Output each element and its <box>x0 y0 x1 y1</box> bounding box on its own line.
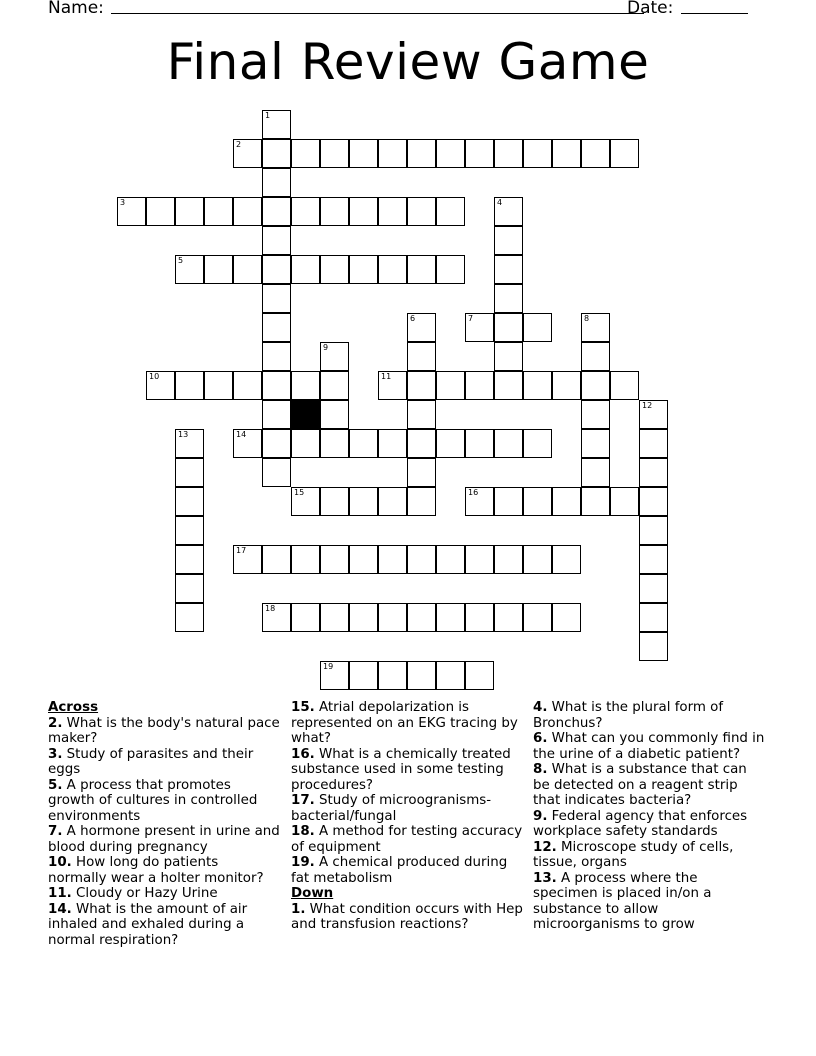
clue-across-7 <box>48 824 280 855</box>
grid-cell[interactable] <box>378 487 407 516</box>
clue-number: 6. <box>533 731 548 746</box>
clue-number-label: 15 <box>294 488 305 497</box>
grid-cell[interactable] <box>262 458 291 487</box>
grid-cell[interactable] <box>436 429 465 458</box>
grid-cell[interactable] <box>378 255 407 284</box>
grid-cell[interactable] <box>320 545 349 574</box>
clue-number-label: 8 <box>584 314 590 323</box>
clue-number: 14. <box>48 901 72 917</box>
grid-cell[interactable] <box>378 371 407 400</box>
clue-text: Study of microogranisms-bacterial/fungal <box>291 793 492 824</box>
grid-cell[interactable] <box>291 197 320 226</box>
grid-cell[interactable] <box>378 545 407 574</box>
across-heading: Across <box>48 700 99 715</box>
clue-text: A process that promotes growth of cultures in controlled environments <box>48 777 258 824</box>
grid-cell[interactable] <box>523 545 552 574</box>
clue-number: 9. <box>533 808 548 824</box>
grid-cell[interactable] <box>639 516 668 545</box>
grid-cell[interactable] <box>494 139 523 168</box>
grid-cell[interactable] <box>320 661 349 690</box>
grid-cell[interactable] <box>262 545 291 574</box>
blocked-cell <box>291 400 320 429</box>
grid-cell[interactable] <box>407 661 436 690</box>
clue-number-label: 17 <box>236 546 247 555</box>
grid-cell[interactable] <box>465 139 494 168</box>
clue-number: 11. <box>48 886 72 901</box>
clue-number-label: 11 <box>381 372 392 381</box>
grid-cell[interactable] <box>291 139 320 168</box>
grid-cell[interactable] <box>465 487 494 516</box>
clue-number: 15. <box>291 700 315 715</box>
grid-cell[interactable] <box>233 429 262 458</box>
clue-text: What is the body's natural pace maker? <box>48 715 280 746</box>
grid-cell[interactable] <box>175 603 204 632</box>
clue-across-19 <box>291 855 523 886</box>
grid-cell[interactable] <box>320 139 349 168</box>
clue-text: What is a substance that can be detected on a reagent strip that indicates bacteria? <box>533 762 747 808</box>
grid-cell[interactable] <box>349 197 378 226</box>
clue-text: Federal agency that enforces workplace safety standards <box>533 808 748 839</box>
grid-cell[interactable] <box>378 661 407 690</box>
clue-number-label: 10 <box>149 372 160 381</box>
grid-cell[interactable] <box>349 429 378 458</box>
grid-cell[interactable] <box>175 255 204 284</box>
grid-cell[interactable] <box>349 487 378 516</box>
clue-across-14 <box>48 902 280 949</box>
grid-cell[interactable] <box>146 371 175 400</box>
grid-cell[interactable] <box>378 139 407 168</box>
grid-cell[interactable] <box>349 603 378 632</box>
clue-number: 7. <box>48 824 63 839</box>
grid-cell[interactable] <box>407 371 436 400</box>
grid-cell[interactable] <box>465 313 494 342</box>
grid-cell[interactable] <box>407 400 436 429</box>
grid-cell[interactable] <box>233 255 262 284</box>
clue-across-3 <box>48 747 280 778</box>
clue-text: What is the plural form of Bronchus? <box>533 700 724 731</box>
clue-number-label: 16 <box>468 488 479 497</box>
grid-cell[interactable] <box>523 603 552 632</box>
clue-number-label: 6 <box>410 314 416 323</box>
clue-across-5 <box>48 778 280 825</box>
clue-text: Atrial depolarization is represented on an EKG tracing by what? <box>291 700 518 746</box>
grid-cell[interactable] <box>436 603 465 632</box>
clue-number: 8. <box>533 762 548 777</box>
grid-cell[interactable] <box>262 371 291 400</box>
grid-cell[interactable] <box>262 226 291 255</box>
clue-down-6 <box>533 731 765 762</box>
grid-cell[interactable] <box>175 545 204 574</box>
clue-across-18 <box>291 824 523 855</box>
clue-text: A chemical produced during fat metabolism <box>291 855 508 886</box>
grid-cell[interactable] <box>610 139 639 168</box>
clue-number-label: 18 <box>265 604 276 613</box>
name-label: Name: <box>48 0 104 18</box>
grid-cell[interactable] <box>175 458 204 487</box>
grid-cell[interactable] <box>378 603 407 632</box>
grid-cell[interactable] <box>639 574 668 603</box>
clue-across-11 <box>48 886 280 902</box>
clue-down-9 <box>533 809 765 840</box>
clue-text: A process where the specimen is placed in/on a substance to allow microorganisms to grow <box>533 870 712 932</box>
grid-cell[interactable] <box>407 429 436 458</box>
grid-cell[interactable] <box>494 226 523 255</box>
grid-cell[interactable] <box>175 574 204 603</box>
grid-cell[interactable] <box>320 603 349 632</box>
clue-number: 4. <box>533 700 548 715</box>
clues-column-3 <box>533 700 765 933</box>
grid-cell[interactable] <box>320 400 349 429</box>
clue-number-label: 9 <box>323 343 329 352</box>
grid-cell[interactable] <box>552 371 581 400</box>
clue-down-8 <box>533 762 765 809</box>
clue-number: 13. <box>533 870 557 886</box>
grid-cell[interactable] <box>233 545 262 574</box>
grid-cell[interactable] <box>494 255 523 284</box>
clue-down-4 <box>533 700 765 731</box>
grid-cell[interactable] <box>233 197 262 226</box>
grid-cell[interactable] <box>494 487 523 516</box>
grid-cell[interactable] <box>465 603 494 632</box>
grid-cell[interactable] <box>494 371 523 400</box>
grid-cell[interactable] <box>639 400 668 429</box>
grid-cell[interactable] <box>639 487 668 516</box>
clue-number: 2. <box>48 715 63 731</box>
clue-number-label: 3 <box>120 198 126 207</box>
grid-cell[interactable] <box>291 255 320 284</box>
grid-cell[interactable] <box>465 371 494 400</box>
date-label: Date: <box>627 0 674 18</box>
clue-text: A method for testing accuracy of equipment <box>291 824 523 855</box>
clue-number: 3. <box>48 746 63 762</box>
grid-cell[interactable] <box>175 429 204 458</box>
grid-cell[interactable] <box>465 429 494 458</box>
grid-cell[interactable] <box>436 197 465 226</box>
grid-cell[interactable] <box>523 139 552 168</box>
grid-cell[interactable] <box>233 371 262 400</box>
grid-cell[interactable] <box>494 545 523 574</box>
clue-number: 18. <box>291 824 315 839</box>
grid-cell[interactable] <box>175 487 204 516</box>
clue-text: What is the amount of air inhaled and exhaled during a normal respiration? <box>48 901 248 948</box>
grid-cell[interactable] <box>639 429 668 458</box>
clue-number-label: 14 <box>236 430 247 439</box>
grid-cell[interactable] <box>523 313 552 342</box>
grid-cell[interactable] <box>465 661 494 690</box>
grid-cell[interactable] <box>349 545 378 574</box>
grid-cell[interactable] <box>639 603 668 632</box>
clue-text: What condition occurs with Hep and transfusion reactions? <box>291 901 523 932</box>
clue-number-label: 12 <box>642 401 653 410</box>
grid-cell[interactable] <box>465 545 494 574</box>
grid-cell[interactable] <box>262 197 291 226</box>
clue-down-12 <box>533 840 765 871</box>
grid-cell[interactable] <box>407 545 436 574</box>
clue-text: A hormone present in urine and blood during pregnancy <box>48 824 280 855</box>
grid-cell[interactable] <box>407 197 436 226</box>
grid-cell[interactable] <box>436 255 465 284</box>
clue-text: Study of parasites and their eggs <box>48 746 254 777</box>
grid-cell[interactable] <box>175 516 204 545</box>
clue-across-10 <box>48 855 280 886</box>
grid-cell[interactable] <box>494 197 523 226</box>
clue-across-15 <box>291 700 523 747</box>
clue-number-label: 2 <box>236 140 242 149</box>
grid-cell[interactable] <box>349 139 378 168</box>
grid-cell[interactable] <box>204 197 233 226</box>
grid-cell[interactable] <box>146 197 175 226</box>
grid-cell[interactable] <box>407 487 436 516</box>
grid-cell[interactable] <box>291 487 320 516</box>
grid-cell[interactable] <box>320 429 349 458</box>
grid-cell[interactable] <box>436 139 465 168</box>
grid-cell[interactable] <box>378 197 407 226</box>
clue-text: What is a chemically treated substance used in some testing procedures? <box>291 746 511 793</box>
clue-down-1 <box>291 902 523 933</box>
grid-cell[interactable] <box>175 197 204 226</box>
grid-cell[interactable] <box>204 371 233 400</box>
grid-cell[interactable] <box>262 429 291 458</box>
clue-text: Cloudy or Hazy Urine <box>76 886 218 901</box>
clue-number: 16. <box>291 746 315 762</box>
grid-cell[interactable] <box>175 371 204 400</box>
clue-number: 10. <box>48 855 72 870</box>
clue-across-2 <box>48 716 280 747</box>
grid-cell[interactable] <box>320 197 349 226</box>
grid-cell[interactable] <box>117 197 146 226</box>
grid-cell[interactable] <box>436 371 465 400</box>
grid-cell[interactable] <box>581 458 610 487</box>
down-heading: Down <box>291 886 334 901</box>
clue-number-label: 13 <box>178 430 189 439</box>
grid-cell[interactable] <box>581 487 610 516</box>
clue-number-label: 1 <box>265 111 271 120</box>
page-title: Final Review Game <box>166 33 650 91</box>
grid-cell[interactable] <box>262 400 291 429</box>
clue-number: 12. <box>533 839 557 855</box>
grid-cell[interactable] <box>320 371 349 400</box>
grid-cell[interactable] <box>407 255 436 284</box>
grid-cell[interactable] <box>291 545 320 574</box>
clues-column-1 <box>48 700 280 948</box>
grid-cell[interactable] <box>639 632 668 661</box>
grid-cell[interactable] <box>581 400 610 429</box>
grid-cell[interactable] <box>552 545 581 574</box>
grid-cell[interactable] <box>581 313 610 342</box>
grid-cell[interactable] <box>494 313 523 342</box>
clue-number-label: 19 <box>323 662 334 671</box>
clue-number-label: 4 <box>497 198 503 207</box>
clue-across-16 <box>291 747 523 794</box>
grid-cell[interactable] <box>320 342 349 371</box>
grid-cell[interactable] <box>262 313 291 342</box>
grid-cell[interactable] <box>494 342 523 371</box>
grid-cell[interactable] <box>349 661 378 690</box>
grid-cell[interactable] <box>262 342 291 371</box>
grid-cell[interactable] <box>407 342 436 371</box>
grid-cell[interactable] <box>320 487 349 516</box>
clue-number: 17. <box>291 793 315 808</box>
clue-text: What can you commonly find in the urine of a diabetic patient? <box>533 731 765 762</box>
grid-cell[interactable] <box>262 603 291 632</box>
grid-cell[interactable] <box>610 371 639 400</box>
grid-cell[interactable] <box>639 458 668 487</box>
grid-cell[interactable] <box>407 603 436 632</box>
clue-number-label: 7 <box>468 314 474 323</box>
grid-cell[interactable] <box>523 371 552 400</box>
grid-cell[interactable] <box>523 429 552 458</box>
grid-cell[interactable] <box>610 487 639 516</box>
clue-across-17 <box>291 793 523 824</box>
grid-cell[interactable] <box>407 313 436 342</box>
grid-cell[interactable] <box>523 487 552 516</box>
grid-cell[interactable] <box>291 371 320 400</box>
clues-column-2 <box>291 700 523 933</box>
grid-cell[interactable] <box>349 255 378 284</box>
grid-cell[interactable] <box>291 603 320 632</box>
grid-cell[interactable] <box>494 429 523 458</box>
clue-text: Microscope study of cells, tissue, organs <box>533 839 734 870</box>
grid-cell[interactable] <box>494 284 523 313</box>
clue-number-label: 5 <box>178 256 184 265</box>
grid-cell[interactable] <box>436 545 465 574</box>
clue-down-13 <box>533 871 765 933</box>
grid-cell[interactable] <box>581 139 610 168</box>
grid-cell[interactable] <box>204 255 233 284</box>
grid-cell[interactable] <box>581 371 610 400</box>
grid-cell[interactable] <box>262 110 291 139</box>
grid-cell[interactable] <box>262 255 291 284</box>
grid-cell[interactable] <box>378 429 407 458</box>
grid-cell[interactable] <box>552 603 581 632</box>
grid-cell[interactable] <box>552 487 581 516</box>
grid-cell[interactable] <box>291 429 320 458</box>
grid-cell[interactable] <box>262 139 291 168</box>
grid-cell[interactable] <box>233 139 262 168</box>
grid-cell[interactable] <box>581 342 610 371</box>
grid-cell[interactable] <box>320 255 349 284</box>
grid-cell[interactable] <box>436 661 465 690</box>
clue-number: 5. <box>48 777 63 793</box>
clue-number: 19. <box>291 855 315 870</box>
grid-cell[interactable] <box>552 139 581 168</box>
grid-cell[interactable] <box>494 603 523 632</box>
grid-cell[interactable] <box>407 458 436 487</box>
clue-number: 1. <box>291 901 306 917</box>
grid-cell[interactable] <box>262 284 291 313</box>
grid-cell[interactable] <box>639 545 668 574</box>
clue-text: How long do patients normally wear a holter monitor? <box>48 855 264 886</box>
grid-cell[interactable] <box>407 139 436 168</box>
grid-cell[interactable] <box>581 429 610 458</box>
grid-cell[interactable] <box>262 168 291 197</box>
